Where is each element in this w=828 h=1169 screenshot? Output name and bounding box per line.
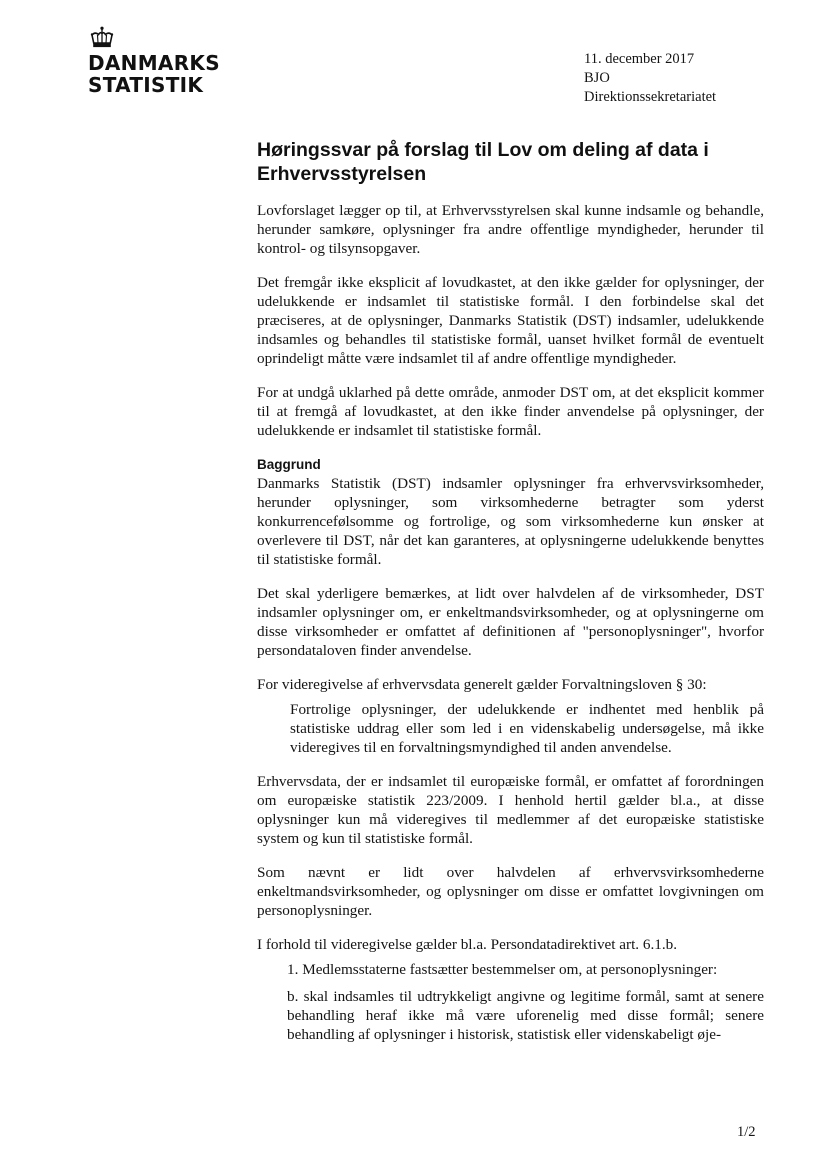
paragraph: I forhold til videregivelse gælder bl.a. Persondatadirektivet art. 6.1.b.: [257, 936, 678, 953]
paragraph: Erhvervsdata, der er indsamlet til europæiske formål, er omfattet af forordningen om europæiske statistik 223/2009. I henhold hertil gælder bl.a., at disse oplysninger kun må videregives til medlemmer af det europæiske statistiske system og kun til statistiske formål.: [257, 773, 764, 847]
paragraph: Danmarks Statistik (DST) indsamler oplysninger fra erhvervsvirksomheder, herunder oplysninger, som virksomhederne betragter som yderst konkurrencefølsomme og fortrolige, og som virksomhederne kun ønsker at overlevere til DST, når det kan garanteres, at oplysningerne udelukkende benyttes til statistiske formål.: [257, 475, 764, 568]
danmarks-statistik-logo: [88, 26, 220, 96]
paragraph: For videregivelse af erhvervsdata generelt gælder Forvaltningsloven § 30:: [257, 676, 707, 693]
paragraph: Det fremgår ikke eksplicit af lovudkastet, at den ikke gælder for oplysninger, der udelukkende er indsamlet til statistiske formål. I den forbindelse skal det præciseres, at de oplysninger, Danmarks Statistik (DST) indsamler, udelukkende indsamles og behandles til statistiske formål, uanset hvilket formål de eventuelt oprindeligt måtte være indsamlet til af andre offentlige myndigheder.: [257, 274, 764, 367]
page-number: 1/2: [737, 1124, 756, 1140]
quote-list-item: 1. Medlemsstaterne fastsætter bestemmelser om, at personoplysninger:: [287, 961, 718, 978]
logo-line-1: DANMARKS: [88, 51, 220, 75]
paragraph: For at undgå uklarhed på dette område, anmoder DST om, at det eksplicit kommer til at fremgå af lovudkastet, at den ikke finder anvendelse på oplysninger, der udelukkende er indsamlet til statistiske formål.: [257, 384, 764, 439]
paragraph: Som nævnt er lidt over halvdelen af erhvervsvirksomhederne enkeltmandsvirksomheder, og oplysninger om disse er omfattet lovgivningen om personoplysninger.: [257, 864, 764, 919]
document-body: [257, 201, 764, 1059]
quote-list-item: b. skal indsamles til udtrykkeligt angivne og legitime formål, samt at senere behandling heraf ikke må være uforenelig med disse formål; senere behandling af oplysninger i historisk, statistisk eller videnskabeligt øje-: [287, 988, 764, 1043]
section-heading: Baggrund: [257, 457, 321, 472]
department: Direktionssekretariatet: [584, 89, 717, 105]
document-title: Høringssvar på forslag til Lov om deling af data i Erhvervsstyrelsen: [257, 139, 709, 185]
paragraph: Lovforslaget lægger op til, at Erhvervsstyrelsen skal kunne indsamle og behandle, herunder samkøre, oplysninger fra andre offentlige myndigheder, herunder til kontrol- og tilsynsopgaver.: [257, 202, 764, 257]
document-meta: [584, 50, 716, 107]
paragraph: Det skal yderligere bemærkes, at lidt over halvdelen af de virksomheder, DST indsamler oplysninger om, er enkeltmandsvirksomheder, og at oplysningerne om disse virksomheder er omfattet af definitionen af "personoplysninger", hvorfor persondataloven finder anvendelse.: [257, 585, 764, 659]
logo-line-2: STATISTIK: [88, 73, 204, 97]
document-date: 11. december 2017: [584, 51, 695, 67]
author-initials: BJO: [584, 70, 610, 86]
quote-block: Fortrolige oplysninger, der udelukkende er indhentet med henblik på statistiske uddrag eller som led i en videnskabelig undersøgelse, må ikke videregives til en forvaltningsmyndighed til anden anvendelse.: [290, 701, 764, 756]
crown-icon: [89, 26, 115, 50]
